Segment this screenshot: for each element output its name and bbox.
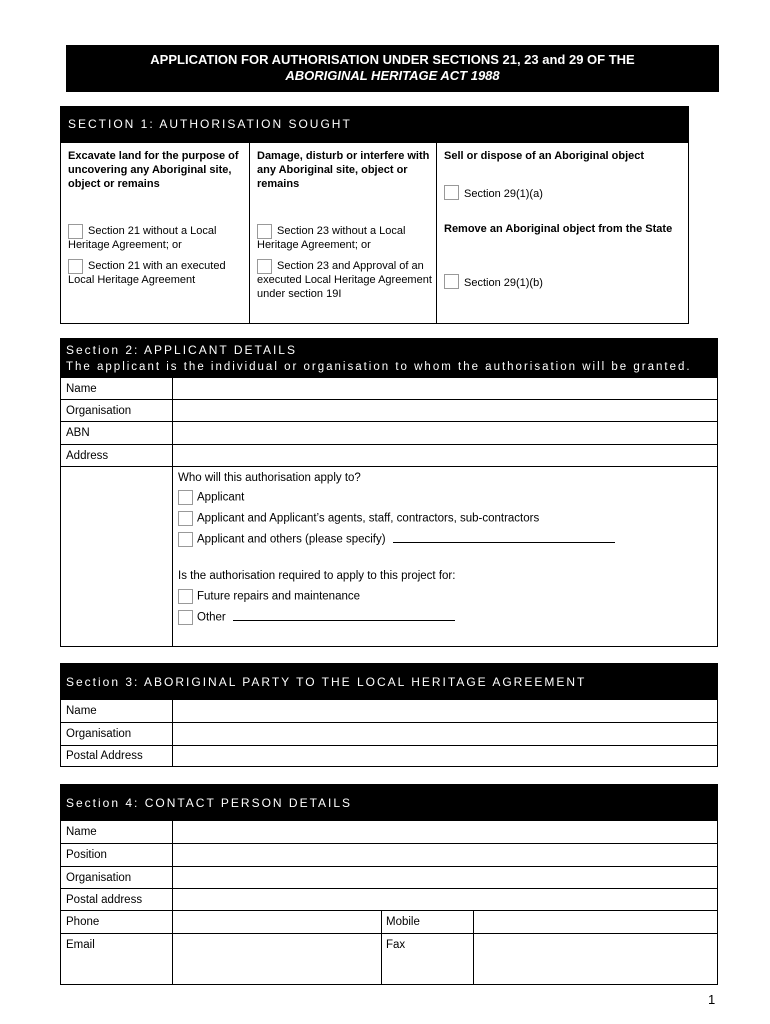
s2-opt-applicant: Applicant xyxy=(178,490,244,505)
future-repairs-checkbox[interactable] xyxy=(178,589,193,604)
other-specify-field[interactable] xyxy=(233,620,455,621)
applicant-others-checkbox[interactable] xyxy=(178,532,193,547)
s2-abn-label: ABN xyxy=(66,427,90,439)
section4-heading: Section 4: CONTACT PERSON DETAILS xyxy=(60,784,718,821)
applicant-others-specify-field[interactable] xyxy=(393,542,615,543)
s3-postal-address-label: Postal Address xyxy=(66,750,143,762)
s2-name-field[interactable] xyxy=(173,378,717,399)
s23-no-agreement-checkbox[interactable] xyxy=(257,224,272,239)
s3-organisation-field[interactable] xyxy=(173,723,717,745)
s29-1b-checkbox[interactable] xyxy=(444,274,459,289)
section2-subtitle: The applicant is the individual or organisation to whom the authorisation will be granted. xyxy=(66,361,692,373)
s1-col3-title2: Remove an Aboriginal object from the State xyxy=(444,223,673,235)
s4-email-label: Email xyxy=(66,939,95,951)
s29-1a-checkbox[interactable] xyxy=(444,185,459,200)
s4-fax-field[interactable] xyxy=(474,934,717,984)
s3-name-label: Name xyxy=(66,705,97,717)
s1-col1-opt2-label: Section 21 with an executed Local Heritage Agreement xyxy=(68,260,226,286)
s4-phone-label: Phone xyxy=(66,916,100,928)
s4-name-label: Name xyxy=(66,826,97,838)
applicant-agents-checkbox[interactable] xyxy=(178,511,193,526)
s3-postal-address-field[interactable] xyxy=(173,746,717,767)
section2-title: Section 2: APPLICANT DETAILS xyxy=(66,343,297,357)
s1-col1-title: Excavate land for the purpose of uncovering any Aboriginal site, object or remains xyxy=(68,150,239,190)
section3-heading: Section 3: ABORIGINAL PARTY TO THE LOCAL HERITAGE AGREEMENT xyxy=(60,663,718,700)
s4-name-field[interactable] xyxy=(173,821,717,843)
s2-organisation-label: Organisation xyxy=(66,405,132,417)
s1-col2-opt2-label: Section 23 and Approval of an executed Local Heritage Agreement under section 19I xyxy=(257,260,432,300)
other-checkbox[interactable] xyxy=(178,610,193,625)
s29-1b-label: Section 29(1)(b) xyxy=(464,277,543,289)
applicant-checkbox[interactable] xyxy=(178,490,193,505)
s4-postal-address-field[interactable] xyxy=(173,889,717,910)
s1-col2-title: Damage, disturb or interfere with any Aboriginal site, object or remains xyxy=(257,150,430,190)
s2-name-label: Name xyxy=(66,383,97,395)
s4-position-field[interactable] xyxy=(173,844,717,866)
s3-organisation-label: Organisation xyxy=(66,728,132,740)
s21-no-agreement-checkbox[interactable] xyxy=(68,224,83,239)
s1-col1-opt1-label: Section 21 without a Local Heritage Agreement; or xyxy=(68,225,217,251)
s1-col3-title1: Sell or dispose of an Aboriginal object xyxy=(444,150,645,162)
s4-position-label: Position xyxy=(66,849,107,861)
s4-phone-field[interactable] xyxy=(173,911,381,933)
s4-postal-address-label: Postal address xyxy=(66,894,143,906)
s2-opt-other: Other xyxy=(178,610,455,625)
s4-email-field[interactable] xyxy=(173,934,381,984)
s21-with-agreement-checkbox[interactable] xyxy=(68,259,83,274)
form-title xyxy=(66,45,719,92)
s2-opt-future-repairs: Future repairs and maintenance xyxy=(178,589,360,604)
s2-abn-field[interactable] xyxy=(173,422,717,444)
s4-organisation-field[interactable] xyxy=(173,867,717,888)
s29-1a-label: Section 29(1)(a) xyxy=(464,188,543,200)
s2-opt-applicant-agents: Applicant and Applicant’s agents, staff, contractors, sub-contractors xyxy=(178,511,539,526)
section1-heading: SECTION 1: AUTHORISATION SOUGHT xyxy=(60,106,689,143)
s23-with-approval-checkbox[interactable] xyxy=(257,259,272,274)
s3-name-field[interactable] xyxy=(173,700,717,722)
s4-mobile-label: Mobile xyxy=(386,916,420,928)
s4-organisation-label: Organisation xyxy=(66,872,132,884)
s2-address-label: Address xyxy=(66,450,109,462)
s2-opt-applicant-others: Applicant and others (please specify) xyxy=(178,532,615,547)
page-number: 1 xyxy=(708,992,716,1007)
s2-project-question: Is the authorisation required to apply to this project for: xyxy=(178,570,456,582)
s2-apply-to-question: Who will this authorisation apply to? xyxy=(178,472,361,484)
s4-fax-label: Fax xyxy=(386,939,406,951)
form-title-line2: ABORIGINAL HERITAGE ACT 1988 xyxy=(285,68,500,83)
s2-address-field[interactable] xyxy=(173,445,717,466)
form-title-line1: APPLICATION FOR AUTHORISATION UNDER SECTIONS 21, 23 and 29 OF THE xyxy=(150,52,635,67)
s2-organisation-field[interactable] xyxy=(173,400,717,421)
s1-col2-opt1-label: Section 23 without a Local Heritage Agreement; or xyxy=(257,225,406,251)
s4-mobile-field[interactable] xyxy=(474,911,717,933)
section2-heading xyxy=(60,338,718,378)
